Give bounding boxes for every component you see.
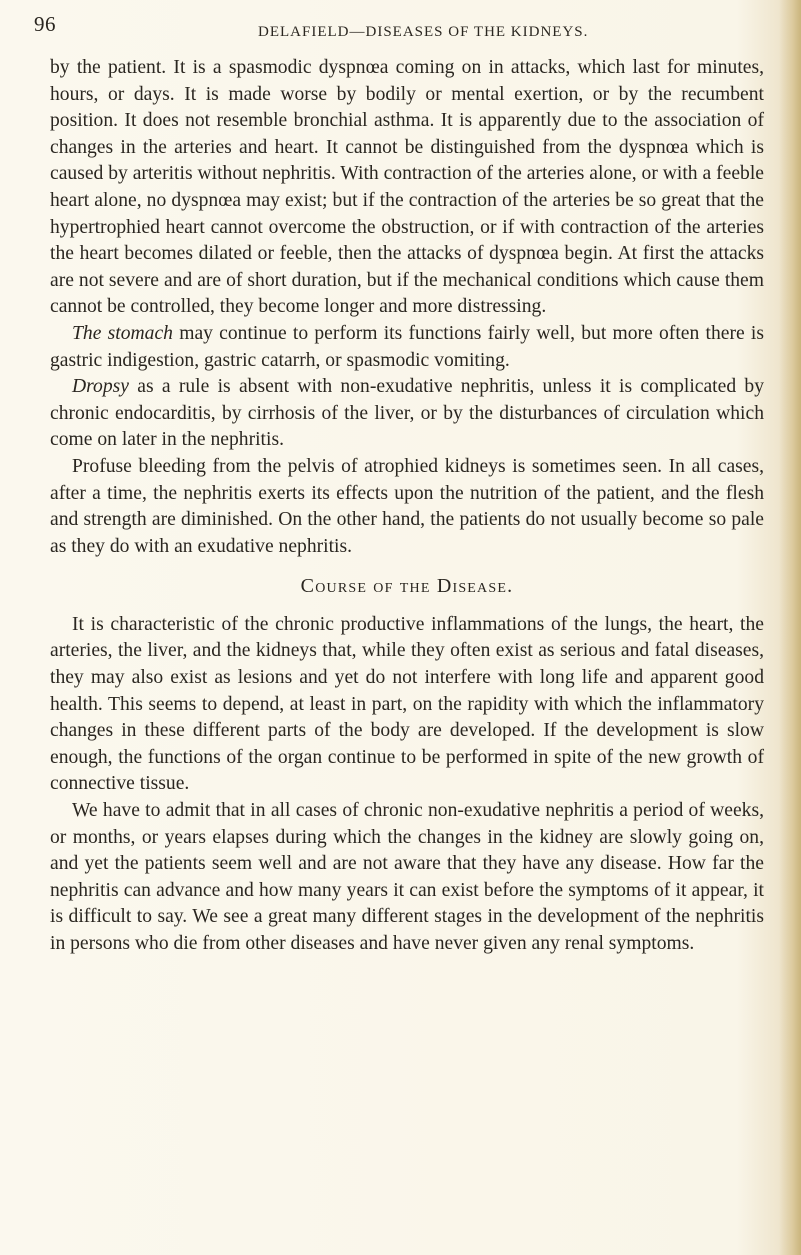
paragraph: It is characteristic of the chronic productive inflammations of the lungs, the heart, the arteries, the liver, and the kidneys that, while they often exist as serious and fatal diseases, they may also exist as lesions and yet do not interfere with long life and apparent good health. This seems to depend, at least in part, on the rapidity with which the inflammatory changes in these different parts of the body are developed. If the development is slow enough, the functions of the organ continue to be performed in spite of the new growth of connective tissue.: [50, 613, 764, 795]
page-edge-shadow: [779, 0, 801, 1255]
paragraph-term: The stomach: [72, 322, 173, 344]
paragraph-text: as a rule is absent with non-exudative nephritis, unless it is complicated by chronic endocarditis, by cirrhosis of the liver, or by the disturbances of circulation which come on later in the nephritis.: [50, 376, 764, 451]
paragraph: We have to admit that in all cases of chronic non-exudative nephritis a period of weeks, or months, or years elapses during which the changes in the kidney are slowly going on, and yet the patients seem well and are not aware that they have any disease. How far the nephritis can advance and how many years it can exist before the symptoms of it appear, it is difficult to say. We see a great many different stages in the development of the nephritis in persons who die from other diseases and have never given any renal symptoms.: [50, 800, 764, 954]
paragraph: [50, 321, 764, 374]
paragraph: [50, 374, 764, 454]
section-heading: Course of the Disease.: [300, 575, 514, 598]
body-text: [50, 55, 764, 958]
paragraph-text: may continue to perform its functions fairly well, but more often there is gastric indigestion, gastric catarrh, or spasmodic vomiting.: [50, 322, 764, 371]
page-number: 96: [34, 12, 56, 36]
paragraph: by the patient. It is a spasmodic dyspnœa coming on in attacks, which last for minutes, hours, or days. It is made worse by bodily or mental exertion, or by the recumbent position. It does not resemble bronchial asthma. It is apparently due to the association of changes in the arteries and heart. It cannot be distinguished from the dyspnœa which is caused by arteritis without nephritis. With contraction of the arteries alone, or with a feeble heart alone, no dyspnœa may exist; but if the contraction of the arteries be so great that the hypertrophied heart cannot overcome the obstruction, or if with contraction of the arteries the heart becomes dilated or feeble, then the attacks of dyspnœa begin. At first the attacks are not severe and are of short duration, but if the mechanical conditions which cause them cannot be controlled, they become longer and more distressing.: [50, 57, 764, 318]
running-head: DELAFIELD—DISEASES OF THE KIDNEYS.: [258, 24, 589, 40]
paragraph-term: Dropsy: [72, 376, 129, 398]
paragraph: Profuse bleeding from the pelvis of atrophied kidneys is sometimes seen. In all cases, after a time, the nephritis exerts its effects upon the nutrition of the patient, and the flesh and strength are diminished. On the other hand, the patients do not usually become so pale as they do with an exudative nephritis.: [50, 455, 764, 557]
